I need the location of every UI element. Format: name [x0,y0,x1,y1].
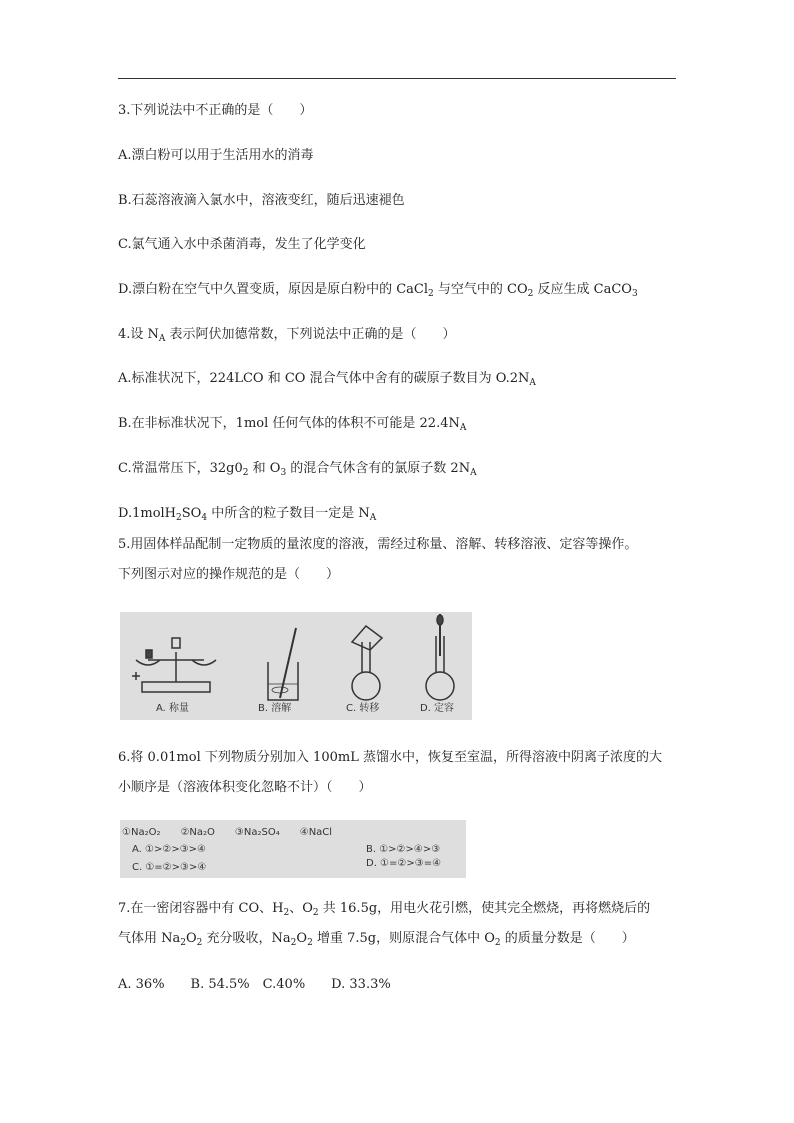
q3-option-c: C.氯气通入水中杀菌消毒，发生了化学变化 [118,237,366,252]
caption-c: C. 转移 [346,703,380,714]
q4-option-d: $D.1molH_2SO_4$ 中所含的粒子数目一定是 $N_A$ [118,506,377,523]
q4-option-c: C.常温常压下，$32g0_2$ 和 $O_3$ 的混合气休含有的氯原子数 $2N_A$ [118,461,477,478]
q6-option-c: C. ①=②>③>④ [132,862,207,873]
caption-d: D. 定容 [420,703,455,714]
q6-stem-line2: 小顺序是（溶液体积变化忽略不计）（ ） [118,780,372,795]
q5-figure [120,612,472,720]
q4-stem: 4.设 $N_A$ 表示阿伏加德常数，下列说法中正确的是（ ） [118,327,456,344]
q3-option-d: D.漂白粉在空气中久置变质，原因是原白粉中的 CaCl$_2$ 与空气中的 $CO_2$ 反应生成 CaCO$_3$ [118,282,638,299]
q6-option-a: A. ①>②>③>④ [132,844,207,855]
q6-option-b: B. ①>②>④>③ [366,844,441,855]
q7-stem-line2: 气体用 $Na_2O_2$ 充分吸收，$Na_2O_2$ 增重 7.5g，则原混合气体中 $O_2$ 的质量分数是（ ） [118,931,635,948]
caption-b: B. 溶解 [258,703,292,714]
dropper-illustration [426,614,454,700]
caption-a: A. 称量 [156,703,190,714]
q4-option-b: B.在非标准状况下，1mol 任何气体的体积不可能是 $22.4N_A$ [118,416,467,433]
balance-illustration [132,638,216,692]
q7-stem-line1: 7.在一密闭容器中有 CO、$H_2$、$O_2$ 共 16.5g，用电火花引燃，使其完全燃烧，再将燃烧后的 [118,901,651,918]
q3-stem: 3.下列说法中不正确的是（ ） [118,103,313,118]
q3-option-b: B.石蕊溶液滴入氯水中，溶液变红，随后迅速褪色 [118,193,405,208]
q3-option-a: A.漂白粉可以用于生活用水的消毒 [118,148,314,163]
q4-option-a: A.标准状况下，224LCO 和 CO 混合气体中舍有的碳原子数目为 $O.2N_A$ [118,371,536,388]
transfer-illustration [352,626,382,700]
beaker-illustration [268,628,298,700]
q7-options: A. 36% B. 54.5% C.40% D. 33.3% [118,977,391,992]
q6-stem-line1: 6.将 0.01mol 下列物质分别加入 100mL 蒸馏水中，恢复至室温，所得溶液中阴离子浓度的大 [118,750,662,765]
q5-stem-line2: 下列图示对应的操作规范的是（ ） [118,567,340,582]
q6-option-d: D. ①=②>③=④ [366,858,442,869]
q5-stem-line1: 5.用固体样品配制一定物质的量浓度的溶液，需经过称量、溶解、转移溶液、定容等操作。 [118,537,638,552]
header-rule [118,78,676,79]
q6-figure [120,820,466,878]
q6-substances: ①Na₂O₂ ②Na₂O ③Na₂SO₄ ④NaCl [122,827,333,838]
